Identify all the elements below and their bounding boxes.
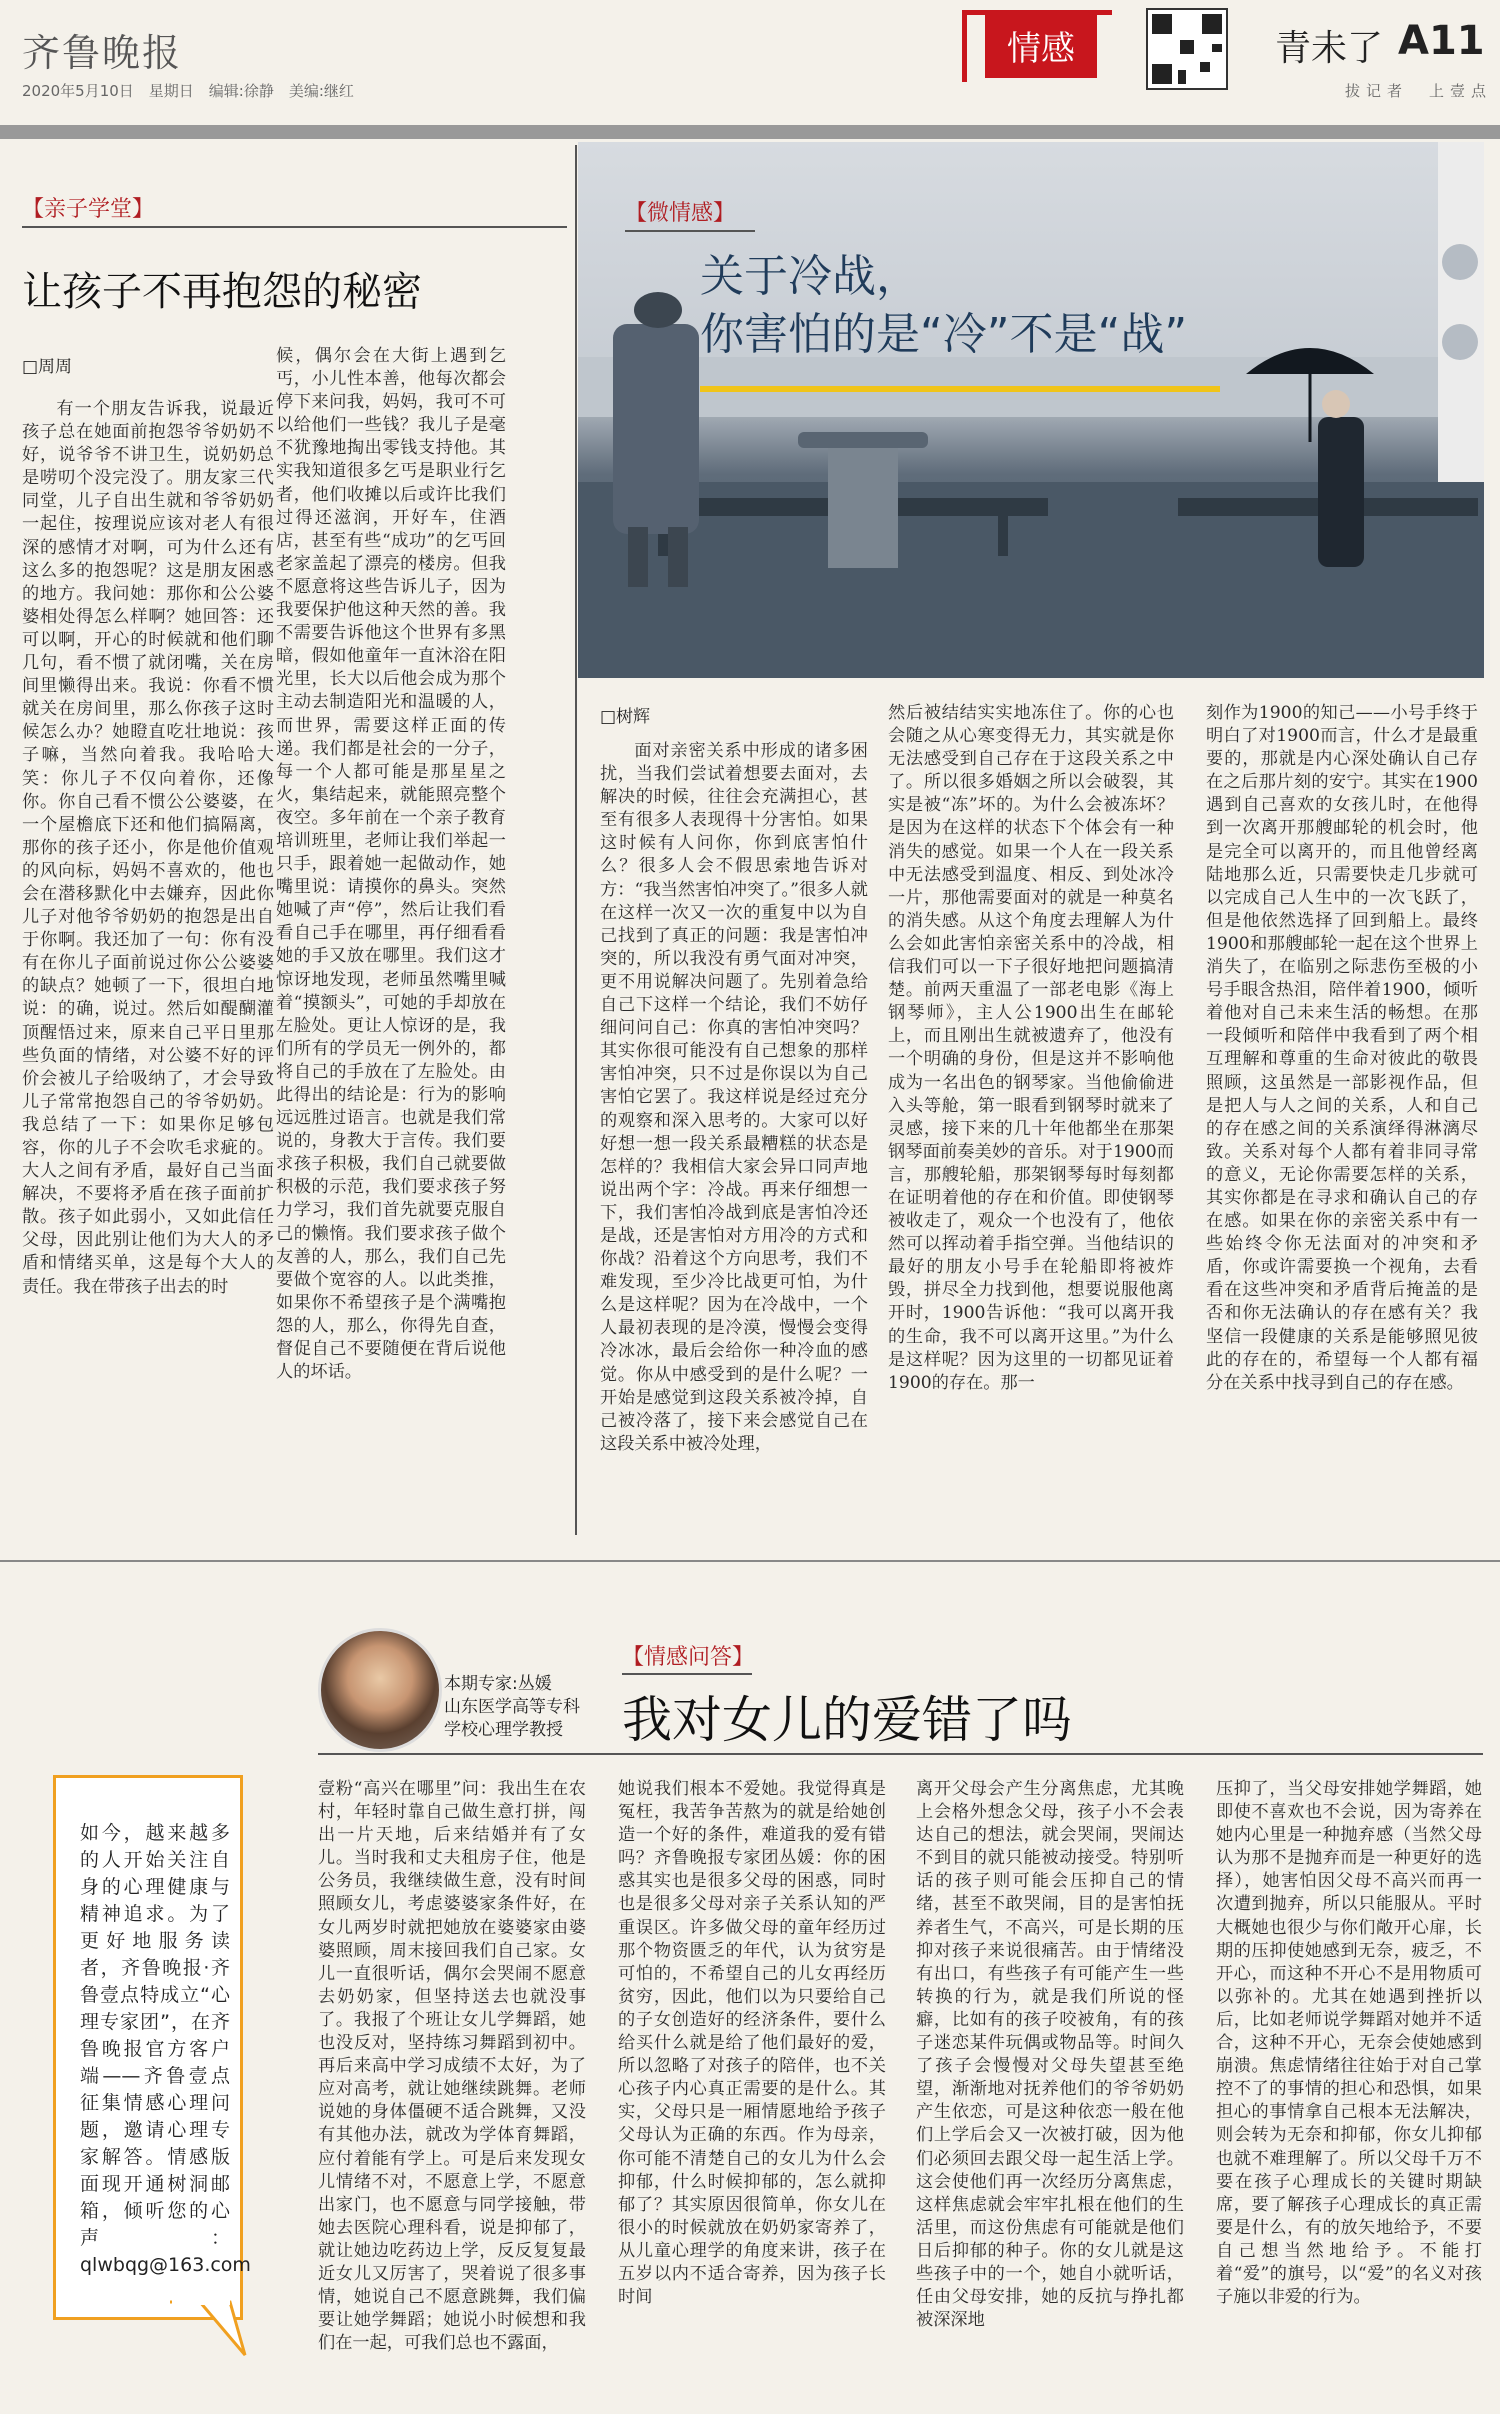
article3-column-3: 离开父母会产生分离焦虑，尤其晚上会格外想念父母，孩子小不会表达自己的想法，就会哭闹，哭闹达不到目的就只能被动接受。特别听话的孩子则可能会压抑自己的情绪，甚至不敢哭闹，目的是害怕抚养者生气，不高兴，可是长期的压抑对孩子来说很痛苦。由于情绪没有出口，有些孩子有可能产生一些转换的行为，就是我们所说的怪癖，比如有的孩子咬被角，有的孩子迷恋某件玩偶或物品等。时间久了孩子会慢慢对父母失望甚至绝望，渐渐地对抚养他们的爷爷奶奶产生依恋，可是这种依恋一般在他们上学后会又一次被打破，因为他们必须回去跟父母一起生活上学。这会使他们再一次经历分离焦虑，这样焦虑就会牢牢扎根在他们的生活里，而这份焦虑有可能就是他们日后抑郁的种子。你的女儿就是这些孩子中的一个，她自小就听话，任由父母安排，她的反抗与挣扎都被深深地 — [916, 1779, 1184, 2331]
article1-title: 让孩子不再抱怨的秘密 — [22, 269, 422, 315]
sidebar-notice-text: 如今，越来越多的人开始关注自身的心理健康与精神追求。为了更好地服务读者，齐鲁晚报·齐鲁壹点特成立“心理专家团”，在齐鲁晚报官方客户端——齐鲁壹点征集情感心理问题，邀请心理专家解答。情感版面现开通树洞邮箱，倾听您的心声：qlwbqg@163.com — [80, 1822, 251, 2276]
page-number: A11 — [1398, 18, 1485, 64]
section-divider — [0, 1560, 1500, 1562]
expert-title-1: 山东医学高等专科 — [444, 1697, 580, 1717]
column-divider — [575, 145, 577, 1535]
dateline: 2020年5月10日 星期日 编辑:徐静 美编:继红 — [22, 82, 354, 100]
article3-title: 我对女儿的爱错了吗 — [622, 1691, 1072, 1749]
article2-tag: 【微情感】 — [625, 201, 736, 226]
section-tab: 情感 — [985, 12, 1097, 78]
article1-column-1: 有一个朋友告诉我，说最近孩子总在她面前抱怨爷爷奶奶不好，说爷爷不讲卫生，说奶奶总是唠叨个没完没了。朋友家三代同堂，儿子自出生就和爷爷奶奶一起住，按理说应该对老人有很深的感情才对啊，可为什么还有这么多的抱怨呢？这是朋友困惑的地方。我问她：那你和公公婆婆相处得怎么样啊？她回答：还可以啊，开心的时候就和他们聊几句，看不惯了就闭嘴，关在房间里懒得出来。我说：你看不惯就关在房间里，那么你孩子这时候怎么办？她瞪直吃壮地说：孩子嘛，当然向着我。我哈哈大笑：你儿子不仅向着你，还像你。你自己看不惯公公婆婆，在一个屋檐底下还和他们搞隔离，那你的孩子还小，你是他价值观的风向标，妈妈不喜欢的，他也会在潜移默化中去嫌弃，因此你儿子对他爷爷奶奶的抱怨是出自于你啊。我还加了一句：你有没有在你儿子面前说过你公公婆婆的缺点？她顿了一下，很坦白地说：的确，说过。然后如醍醐灌顶醒悟过来，原来自己平日里那些负面的情绪，对公婆不好的评价会被儿子给吸纳了，才会导致儿子常常抱怨自己的爷爷奶奶。我总结了一下：如果你足够包容，你的儿子不会吹毛求疵的。大人之间有矛盾，最好自己当面解决，不要将矛盾在孩子面前扩散。孩子如此弱小，又如此信任父母，因此别让他们为大人的矛盾和情绪买单，这是每个大人的责任。我在带孩子出去的时 — [22, 399, 274, 1297]
article2-title — [700, 248, 1187, 364]
article1-tag: 【亲子学堂】 — [22, 197, 155, 222]
section-name: 青未了 — [1275, 28, 1384, 69]
article1-byline: □周周 — [22, 357, 73, 377]
article2-column-2: 然后被结结实实地冻住了。你的心也会随之从心寒变得无力，其实就是你无法感受到自己存在于这段关系之中了。所以很多婚姻之所以会破裂，其实是被“冻”坏的。为什么会被冻坏？是因为在这样的状态下个体会有一种消失的感觉。如果一个人在一段关系中无法感受到温度、相反、到处冰冷一片，那他需要面对的就是一种莫名的消失感。从这个角度去理解人为什么会如此害怕亲密关系中的冷战，相信我们可以一下子很好地把问题搞清楚。前两天重温了一部老电影《海上钢琴师》，主人公1900出生在邮轮上，而且刚出生就被遗弃了，他没有一个明确的身份，但是这并不影响他成为一名出色的钢琴家。当他偷偷进入头等舱，第一眼看到钢琴时就来了灵感，接下来的几十年他都坐在那架钢琴面前奏美妙的音乐。对于1900而言，那艘轮船，那架钢琴每时每刻都在证明着他的存在和价值。即使钢琴被收走了，观众一个也没有了，他依然可以挥动着手指空弹。当他结识的最好的朋友小号手在轮船即将被炸毁，拼尽全力找到他，想要说服他离开时，1900告诉他：“我可以离开我的生命，我不可以离开这里。”为什么是这样呢？因为这里的一切都见证着1900的存在。那一 — [888, 703, 1174, 1393]
article2-title-line1: 关于冷战， — [700, 251, 920, 302]
article2-byline: □树辉 — [600, 707, 651, 727]
article3-rule — [318, 1753, 1483, 1755]
article1-column-2: 候，偶尔会在大街上遇到乞丐，小儿性本善，他每次都会停下来问我，妈妈，我可不可以给他们一些钱？我儿子是毫不犹豫地掏出零钱支持他。其实我知道很多乞丐是职业行乞者，他们收摊以后或许比我们过得还滋润，开好车，住酒店，甚至有些“成功”的乞丐回老家盖起了漂亮的楼房。但我不愿意将这些告诉儿子，因为我要保护他这种天然的善。我不需要告诉他这个世界有多黑暗，假如他童年一直沐浴在阳光里，长大以后他会成为那个主动去制造阳光和温暖的人，而世界，需要这样正面的传递。我们都是社会的一分子，每一个人都可能是那星星之火，集结起来，就能照亮整个夜空。多年前在一个亲子教育培训班里，老师让我们举起一只手，跟着她一起做动作，她嘴里说：请摸你的鼻头。突然她喊了声“停”，然后让我们看看自己手在哪里，再仔细看看她的手又放在哪里。我们这才惊讶地发现，老师虽然嘴里喊着“摸额头”，可她的手却放在左脸处。更让人惊讶的是，我们所有的学员无一例外的，都将自己的手放在了左脸处。由此得出的结论是：行为的影响远远胜过语言。也就是我们常说的，身教大于言传。我们要求孩子积极，我们自己就要做积极的示范，我们要求孩子努力学习，我们首先就要克服自己的懒惰。我们要求孩子做个友善的人，那么，我们自己先要做个宽容的人。以此类推，如果你不希望孩子是个满嘴抱怨的人，那么，你得先自查，督促自己不要随便在背后说他人的坏话。 — [276, 346, 506, 1383]
article1-tag-rule — [22, 226, 567, 228]
article3-tag: 【情感问答】 — [622, 1645, 755, 1670]
article3-column-4: 压抑了，当父母安排她学舞蹈，她即使不喜欢也不会说，因为寄养在她内心里是一种抛弃感（当然父母认为那不是抛弃而是一种更好的选择），她害怕因父母不高兴而再一次遭到抛弃，所以只能服从。平时大概她也很少与你们敞开心扉，长期的压抑使她感到无奈，疲乏，不开心，而这种不开心不是用物质可以弥补的。尤其在她遇到挫折以后，比如老师说学舞蹈对她并不适合，这种不开心，无奈会使她感到崩溃。焦虑情绪往往始于对自己掌控不了的事情的担心和恐惧，如果担心的事情拿自己根本无法解决，则会转为无奈和抑郁，你女儿抑郁也就不难理解了。所以父母千万不要在孩子心理成长的关键时期缺席，要了解孩子心理成长的真正需要是什么，有的放矢地给予，不要自己想当然地给予。不能打着“爱”的旗号，以“爱”的名义对孩子施以非爱的行为。 — [1216, 1779, 1482, 2308]
header-subtitle: 拔记者 上壹点 — [1345, 82, 1493, 100]
speech-bubble-tail-icon — [170, 2300, 250, 2360]
header-divider — [0, 125, 1500, 139]
expert-title-2: 学校心理学教授 — [444, 1720, 563, 1740]
article3-column-2: 她说我们根本不爱她。我觉得真是冤枉，我苦争苦熬为的就是给她创造一个好的条件，难道我的爱有错吗？齐鲁晚报专家团丛媛：你的困惑其实也是很多父母的困惑，同时也是很多父母对亲子关系认知的严重误区。许多做父母的童年经历过那个物资匮乏的年代，认为贫穷是可怕的，不希望自己的儿女再经历贫穷，因此，他们以为只要给自己的子女创造好的经济条件，要什么给买什么就是给了他们最好的爱，所以忽略了对孩子的陪伴，也不关心孩子内心真正需要的是什么。其实，父母只是一厢情愿地给予孩子父母认为正确的东西。作为母亲，你可能不清楚自己的女儿为什么会抑郁，什么时候抑郁的，怎么就抑郁了？其实原因很简单，你女儿在很小的时候就放在奶奶家寄养了，从儿童心理学的角度来讲，孩子在五岁以内不适合寄养，因为孩子长时间 — [618, 1779, 886, 2308]
article3-tag-rule — [622, 1673, 752, 1675]
article2-title-line2: 你害怕的是“冷”不是“战” — [700, 309, 1188, 360]
article2-column-3: 刻作为1900的知己——小号手终于明白了对1900而言，什么才是最重要的，那就是内心深处确认自己存在之后那片刻的安宁。其实在1900遇到自己喜欢的女孩儿时，在他得到一次离开那艘邮轮的机会时，他是完全可以离开的，而且他曾经离陆地那么近，只需要快走几步就可以完成自己人生中的一次飞跃了，但是他依然选择了回到船上。最终1900和那艘邮轮一起在这个世界上消失了，在临别之际悲伤至极的小号手眼含热泪，陪伴着1900，倾听着他对自己未来生活的畅想。在那一段倾听和陪伴中我看到了两个相互理解和尊重的生命对彼此的敬畏照顾，这虽然是一部影视作品，但是把人与人之间的关系，人和自己的存在感之间的关系演绎得淋漓尽致。关系对每个人都有着非同寻常的意义，无论你需要怎样的关系，其实你都是在寻求和确认自己的存在感。如果在你的亲密关系中有一些始终令你无法面对的冲突和矛盾，你或许需要换一个视角，去看看在这些冲突和矛盾背后掩盖的是否和你无法确认的存在感有关？我坚信一段健康的关系是能够照见彼此的存在的，希望每一个人都有福分在关系中找寻到自己的存在感。 — [1206, 703, 1478, 1393]
expert-info — [444, 1673, 580, 1742]
expert-label: 本期专家:丛媛 — [444, 1674, 552, 1694]
qr-code-icon — [1146, 8, 1228, 90]
expert-avatar — [318, 1628, 442, 1752]
article2-tag-rule — [625, 230, 755, 232]
article2-column-1: 面对亲密关系中形成的诸多困扰，当我们尝试着想要去面对，去解决的时候，往往会充满担心，甚至有很多人表现得十分害怕。如果这时候有人问你，你到底害怕什么？很多人会不假思索地告诉对方：“我当然害怕冲突了。”很多人就在这样一次又一次的重复中以为自己找到了真正的问题：我是害怕冲突的，所以我没有勇气面对冲突，更不用说解决问题了。先别着急给自己下这样一个结论，我们不妨仔细问问自己：你真的害怕冲突吗？其实你很可能没有自己想象的那样害怕冲突，只不过是你误以为自己害怕它罢了。我这样说是经过充分的观察和深入思考的。大家可以好好想一想一段关系最糟糕的状态是怎样的？我相信大家会异口同声地说出两个字：冷战。再来仔细想一下，我们害怕冷战到底是害怕冷还是战，还是害怕对方用冷的方式和你战？沿着这个方向思考，我们不难发现，至少冷比战更可怕，为什么是这样呢？因为在冷战中，一个人最初表现的是冷漠，慢慢会变得冷冰冰，最后会给你一种冷血的感觉。你从中感受到的是什么呢？一开始是感觉到这段关系被冷掉，自己被冷落了，接下来会感觉自己在这段关系中被冷处理， — [600, 741, 868, 1454]
newspaper-masthead: 齐鲁晚报 — [22, 31, 183, 75]
title-accent-bar — [700, 386, 1220, 392]
article3-column-1: 壹粉“高兴在哪里”问：我出生在农村，年轻时靠自己做生意打拼，闯出一片天地，后来结婚并有了女儿。当时我和丈夫租房子住，他是公务员，我继续做生意，没有时间照顾女儿，考虑婆婆家条件好，在女儿两岁时就把她放在婆婆家由婆婆照顾，周末接回我们自己家。女儿一直很听话，偶尔会哭闹不愿意去奶奶家，但坚持送去也就没事了。我报了个班让女儿学舞蹈，她也没反对，坚持练习舞蹈到初中。再后来高中学习成绩不太好，为了应对高考，就让她继续跳舞。老师说她的身体僵硬不适合跳舞，又没有其他办法，就改为学体育舞蹈，应付着能有学上。可是后来发现女儿情绪不对，不愿意上学，不愿意出家门，也不愿意与同学接触，带她去医院心理科看，说是抑郁了，就让她边吃药边上学，反反复复最近女儿又厉害了，哭着说了很多事情，她说自己不愿意跳舞，我们偏要让她学舞蹈；她说小时候想和我们在一起，可我们总也不露面， — [318, 1779, 586, 2354]
